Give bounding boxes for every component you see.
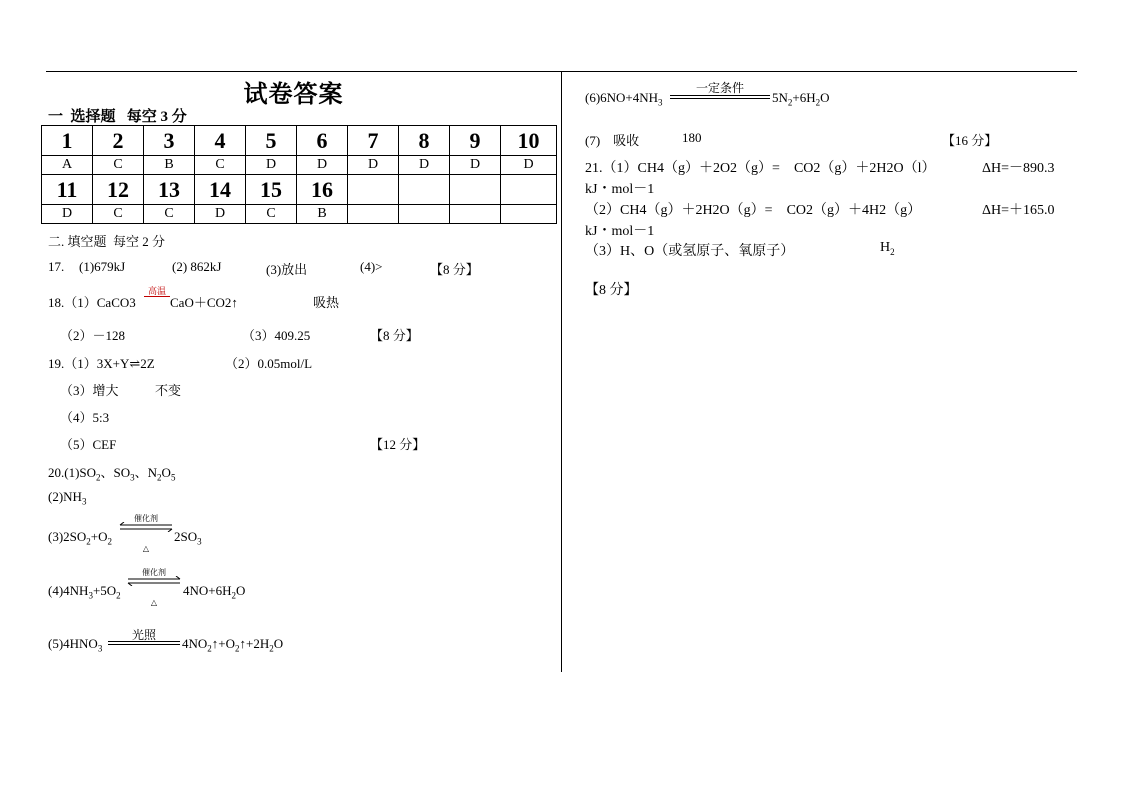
q18-note: 吸热 (313, 295, 340, 310)
answer-num-cell: 9 (450, 126, 501, 156)
answer-num-cell (501, 175, 557, 205)
q21-line1-dh: ΔH=－890.3 (982, 161, 1055, 176)
subscript: 5 (170, 472, 176, 483)
q20-p5-equals (108, 641, 180, 645)
q20-p4-plus: +5O (92, 583, 117, 598)
q18-part3: （3）409.25 (242, 328, 311, 343)
answer-letter-cell: D (399, 156, 450, 175)
q17-score: 【8 分】 (430, 262, 479, 277)
q20-p1-mid2: 、N (134, 465, 158, 480)
q17-part3: (3)放出 (266, 262, 308, 277)
q18-part2: （2）－128 (60, 328, 126, 343)
q20-p5-rhs3: ↑+2H (239, 636, 270, 651)
q21-score: 【8 分】 (585, 283, 638, 298)
q20-part4-lhs (48, 583, 121, 601)
q20-part7: (7) 吸收 (585, 133, 640, 148)
column-divider (561, 72, 562, 672)
q20-score: 【16 分】 (942, 133, 998, 148)
answer-letter-cell: C (93, 156, 144, 175)
subscript: 3 (658, 97, 663, 108)
subscript: 2 (890, 246, 895, 257)
answer-letter-cell: C (195, 156, 246, 175)
q20-part2 (48, 489, 86, 507)
q20-part6-rhs (772, 90, 830, 108)
q19-part1: 19.（1）3X+Y⇌2Z (48, 356, 155, 371)
answer-num-cell: 1 (42, 126, 93, 156)
q20-p3-lhs-text: (3)2SO (48, 529, 87, 544)
answer-letter-cell: D (297, 156, 348, 175)
answer-num-cell: 6 (297, 126, 348, 156)
q20-p1-o: O (161, 465, 171, 480)
answer-num-cell: 10 (501, 126, 557, 156)
section2-title: 二. 填空题 每空 2 分 (48, 234, 166, 249)
subscript: 3 (88, 590, 93, 601)
q17-label: 17. (48, 259, 65, 274)
q18-condition: 高温 (147, 286, 166, 296)
section1-title: 一 选择题 每空 3 分 (48, 109, 187, 125)
answer-letter-cell: A (42, 156, 93, 175)
q19-part2: （2）0.05mol/L (225, 356, 313, 371)
answer-number-row (42, 126, 557, 156)
subscript: 2 (107, 536, 113, 547)
reversible-arrow-icon (126, 576, 182, 586)
q20-6-lhs-text: (6)6NO+4NH (585, 90, 659, 105)
q20-part4-rhs (183, 583, 245, 601)
q20-p5-o: O (273, 636, 284, 651)
q20-p1-prefix: 20.(1)SO (48, 465, 97, 480)
answer-table (41, 125, 557, 224)
page-title: 试卷答案 (243, 82, 344, 108)
q20-p3-plus: +O (90, 529, 108, 544)
answer-num-cell: 8 (399, 126, 450, 156)
q19-part5: （5）CEF (60, 437, 117, 452)
answer-letter-row (42, 205, 557, 224)
answer-num-cell: 3 (144, 126, 195, 156)
q20-6-rhs2: +6H (792, 90, 816, 105)
subscript: 2 (207, 643, 212, 654)
answer-num-cell: 13 (144, 175, 195, 205)
answer-num-cell (450, 175, 501, 205)
q20-6-cond: 一定条件 (695, 81, 744, 95)
answer-num-cell (399, 175, 450, 205)
answer-num-cell: 14 (195, 175, 246, 205)
q18-label: 18.（1）CaCO3 (48, 295, 136, 310)
subscript: 2 (157, 472, 162, 483)
answer-letter-cell (399, 205, 450, 224)
answer-num-cell: 15 (246, 175, 297, 205)
answer-letter-row (42, 156, 557, 175)
reversible-arrow-icon (118, 522, 174, 532)
answer-num-cell: 5 (246, 126, 297, 156)
answer-letter-cell: B (144, 156, 195, 175)
answer-letter-cell (348, 205, 399, 224)
subscript: 3 (97, 643, 103, 654)
q20-p4-cond-bottom: △ (150, 598, 158, 607)
answer-num-cell (348, 175, 399, 205)
q20-p4-cond-top: 催化剂 (142, 568, 166, 577)
q20-p4-rhs-text: 4NO+6H (183, 583, 232, 598)
answer-num-cell: 7 (348, 126, 399, 156)
q20-6-rhs1: 5N (772, 90, 788, 105)
answer-letter-cell: D (501, 156, 557, 175)
subscript: 2 (231, 590, 236, 601)
q20-6-equals (670, 95, 770, 99)
answer-letter-cell: D (348, 156, 399, 175)
subscript: 2 (269, 643, 274, 654)
q21-line4: kJ・mol－1 (585, 224, 655, 239)
answer-letter-cell: C (144, 205, 195, 224)
q20-part6-lhs (585, 90, 663, 108)
answer-letter-cell (501, 205, 557, 224)
q19-part4: （4）5:3 (60, 410, 110, 425)
q21-line1: 21.（1）CH4（g）＋2O2（g）= CO2（g）＋2H2O（l） (585, 161, 936, 176)
answer-num-cell: 4 (195, 126, 246, 156)
answer-num-cell: 12 (93, 175, 144, 205)
q17-part2: (2) 862kJ (172, 259, 222, 274)
q20-p4-lhs-text: (4)4NH (48, 583, 89, 598)
q20-p5-rhs2: ↑+O (211, 636, 236, 651)
q20-p3-cond-top: 催化剂 (134, 514, 158, 523)
q21-line3-dh: ΔH=＋165.0 (982, 203, 1055, 218)
answer-letter-cell: B (297, 205, 348, 224)
q17-part4: (4)> (360, 259, 383, 274)
subscript: 2 (96, 472, 101, 483)
q18-score: 【8 分】 (370, 328, 419, 343)
answer-letter-cell: D (450, 156, 501, 175)
q20-6-o: O (820, 90, 830, 105)
answer-letter-cell: D (246, 156, 297, 175)
q18-product: CaO＋CO2↑ (170, 295, 238, 310)
q21-line5-h2 (880, 240, 895, 257)
q21-line5: （3）H、O（或氢原子、氧原子） (585, 244, 795, 259)
subscript: 3 (81, 496, 87, 507)
answer-num-cell: 11 (42, 175, 93, 205)
q19-score: 【12 分】 (370, 437, 426, 452)
answer-letter-cell: D (42, 205, 93, 224)
q20-part5-lhs (48, 636, 102, 654)
answer-num-cell: 16 (297, 175, 348, 205)
answer-letter-cell: C (93, 205, 144, 224)
subscript: 2 (787, 97, 793, 108)
answer-letter-cell: D (195, 205, 246, 224)
subscript: 3 (197, 536, 202, 547)
q20-p3-rhs-text: 2SO (174, 529, 198, 544)
subscript: 2 (815, 97, 821, 108)
q19-part3a: （3）增大 (60, 383, 119, 398)
subscript: 3 (130, 472, 135, 483)
q20-p5-rhs1: 4NO (182, 636, 208, 651)
q21-line3: （2）CH4（g）＋2H2O（g）= CO2（g）＋4H2（g） (585, 203, 922, 218)
q20-part3-rhs (174, 529, 202, 547)
q20-p1-mid1: 、SO (100, 465, 131, 480)
q20-p3-cond-bottom: △ (142, 544, 150, 553)
subscript: 2 (235, 643, 240, 654)
q20-part7-value: 180 (682, 130, 702, 145)
q20-p5-cond: 光照 (131, 628, 156, 642)
q17-part1: (1)679kJ (79, 259, 126, 274)
q21-h-text: H (880, 240, 891, 255)
q19-part3b: 不变 (155, 383, 182, 398)
subscript: 2 (86, 536, 91, 547)
q20-p2-text: (2)NH (48, 489, 82, 504)
q20-part5-rhs (182, 636, 283, 654)
q20-p5-lhs-text: (5)4HNO (48, 636, 98, 651)
answer-num-cell: 2 (93, 126, 144, 156)
subscript: 2 (116, 590, 121, 601)
q20-part1 (48, 462, 175, 483)
q18-arrow (144, 296, 170, 297)
q20-p4-o: O (236, 583, 246, 598)
q20-part3-lhs (48, 529, 112, 547)
q21-line2: kJ・mol－1 (585, 182, 655, 197)
answer-letter-cell: C (246, 205, 297, 224)
answer-letter-cell (450, 205, 501, 224)
answer-number-row (42, 175, 557, 205)
